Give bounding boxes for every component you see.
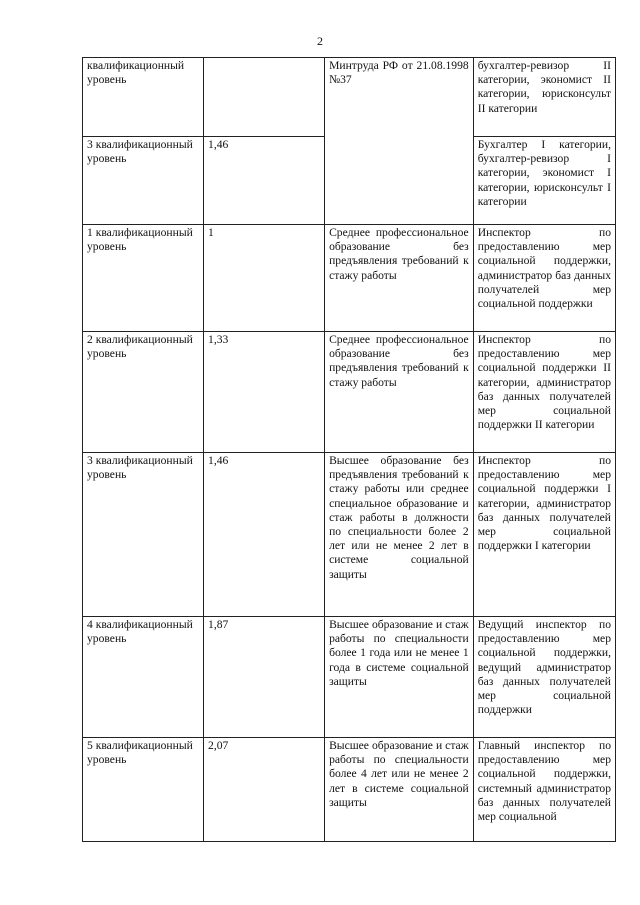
positions-cell: Главный инспектор по предоставлению мер социальной поддержки, системный администратор баз данных получателей мер социальной xyxy=(473,738,615,842)
positions-cell: бухгалтер-ревизор II категории, экономист II категории, юрисконсульт II категории xyxy=(473,58,615,137)
qualification-table xyxy=(82,57,616,842)
positions-cell: Бухгалтер I категории, бухгалтер-ревизор I категории, экономист I категории, юрисконсульт I категории xyxy=(473,137,615,225)
level-cell: 4 квалификационный уровень xyxy=(83,617,204,738)
positions-cell: Инспектор по предоставлению мер социальной поддержки, администратор баз данных получателей мер социальной поддержки xyxy=(473,225,615,332)
level-cell: 3 квалификационный уровень xyxy=(83,453,204,617)
positions-cell: Инспектор по предоставлению мер социальной поддержки I категории, администратор баз данных получателей мер социальной поддержки I категории xyxy=(473,453,615,617)
table-row xyxy=(83,617,616,738)
positions-cell: Инспектор по предоставлению мер социальной поддержки II категории, администратор баз данных получателей мер социальной поддержки II категории xyxy=(473,332,615,453)
level-cell: 3 квалификационный уровень xyxy=(83,137,204,225)
page-number: 2 xyxy=(317,34,323,48)
requirements-cell: Минтруда РФ от 21.08.1998 №37 xyxy=(325,58,474,225)
table-row xyxy=(83,58,616,137)
table-row xyxy=(83,453,616,617)
coefficient-cell: 2,07 xyxy=(204,738,325,842)
requirements-cell: Высшее образование и стаж работы по специальности более 4 лет или не менее 2 лет в системе социальной защиты xyxy=(325,738,474,842)
coefficient-cell: 1,33 xyxy=(204,332,325,453)
table-row xyxy=(83,225,616,332)
coefficient-cell: 1 xyxy=(204,225,325,332)
requirements-cell: Среднее профессиональное образование без предъявления требований к стажу работы xyxy=(325,225,474,332)
requirements-cell: Высшее образование и стаж работы по специальности более 1 года или не менее 1 года в системе социальной защиты xyxy=(325,617,474,738)
requirements-cell: Высшее образование без предъявления требований к стажу работы или среднее специальное образование и стаж работы в должности по специальности более 2 лет или не менее 2 лет в системе социальной защиты xyxy=(325,453,474,617)
coefficient-cell xyxy=(204,58,325,137)
coefficient-cell: 1,46 xyxy=(204,137,325,225)
level-cell: 2 квалификационный уровень xyxy=(83,332,204,453)
level-cell: квалификационный уровень xyxy=(83,58,204,137)
coefficient-cell: 1,46 xyxy=(204,453,325,617)
level-cell: 5 квалификационный уровень xyxy=(83,738,204,842)
coefficient-cell: 1,87 xyxy=(204,617,325,738)
level-cell: 1 квалификационный уровень xyxy=(83,225,204,332)
requirements-cell: Среднее профессиональное образование без предъявления требований к стажу работы xyxy=(325,332,474,453)
table-row xyxy=(83,332,616,453)
positions-cell: Ведущий инспектор по предоставлению мер социальной поддержки, ведущий администратор баз данных получателей мер социальной поддержки xyxy=(473,617,615,738)
table-row xyxy=(83,738,616,842)
